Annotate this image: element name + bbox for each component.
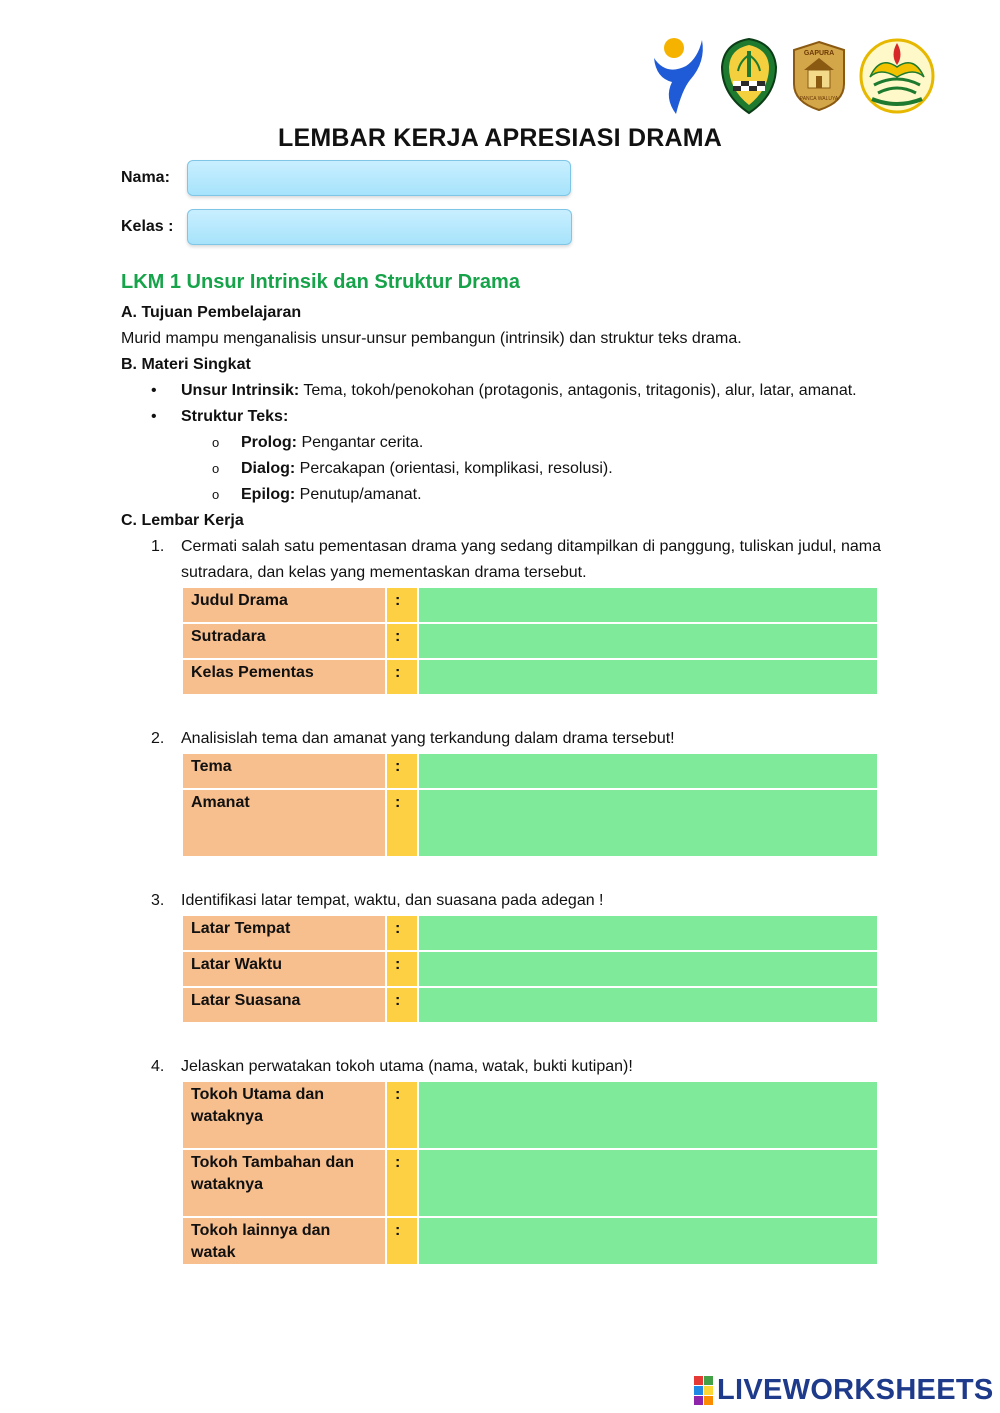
question-text: Analisislah tema dan amanat yang terkandung dalam drama tersebut! [181, 730, 675, 747]
answer-field-amanat[interactable] [418, 789, 878, 857]
question-1 [121, 534, 881, 586]
page-title: LEMBAR KERJA APRESIASI DRAMA [277, 124, 723, 152]
row-colon: : [386, 587, 418, 623]
question-number: 2. [151, 730, 165, 747]
row-label: Tema [182, 753, 386, 789]
answer-field-latar-waktu[interactable] [418, 951, 878, 987]
name-row [121, 160, 571, 196]
table-row [182, 587, 878, 623]
list-item [181, 404, 881, 508]
row-colon: : [386, 789, 418, 857]
section-b-heading: B. Materi Singkat [121, 356, 251, 373]
figure-logo-icon [646, 36, 708, 116]
liveworksheets-brand [694, 1374, 994, 1407]
row-colon: : [386, 1217, 418, 1265]
list-item [241, 456, 881, 482]
name-label: Nama: [121, 169, 170, 186]
intrinsik-label: Unsur Intrinsik: [181, 382, 300, 399]
class-input[interactable] [187, 209, 572, 245]
table-row [182, 1081, 878, 1149]
row-colon: : [386, 987, 418, 1023]
answer-field-tokoh-utama[interactable] [418, 1081, 878, 1149]
intrinsik-text: Tema, tokoh/penokohan (protagonis, antagonis, tritagonis), alur, latar, amanat. [299, 382, 857, 399]
answer-field-tema[interactable] [418, 753, 878, 789]
question-2 [121, 726, 881, 752]
row-label: Tokoh Tambahan dan wataknya [182, 1149, 386, 1217]
table-row [182, 659, 878, 695]
answer-field-latar-suasana[interactable] [418, 987, 878, 1023]
university-emblem-icon [858, 37, 936, 115]
answer-table-3 [181, 914, 879, 1024]
learning-goal: Murid mampu menganalisis unsur-unsur pembangun (intrinsik) dan struktur teks drama. [121, 330, 742, 347]
row-colon: : [386, 623, 418, 659]
answer-table-2 [181, 752, 879, 858]
epilog-text: Penutup/amanat. [295, 486, 422, 503]
table-row [182, 1149, 878, 1217]
answer-field-tokoh-lainnya[interactable] [418, 1217, 878, 1265]
question-number: 4. [151, 1058, 165, 1075]
question-text: Cermati salah satu pementasan drama yang sedang ditampilkan di panggung, tuliskan judul, nama sutradara, dan kelas yang mementaskan drama tersebut. [181, 538, 881, 581]
dialog-label: Dialog: [241, 460, 296, 477]
name-input[interactable] [187, 160, 571, 196]
list-item [241, 430, 881, 456]
row-colon: : [386, 1081, 418, 1149]
row-label: Tokoh lainnya dan watak [182, 1217, 386, 1265]
epilog-label: Epilog: [241, 486, 296, 503]
question-number: 3. [151, 892, 165, 909]
gapura-logo-subtext: PANCA WALUYA [799, 96, 839, 102]
row-colon: : [386, 951, 418, 987]
table-row [182, 951, 878, 987]
struktur-label: Struktur Teks: [181, 408, 289, 425]
section-c-heading: C. Lembar Kerja [121, 512, 244, 529]
answer-table-4 [181, 1080, 879, 1266]
question-3 [121, 888, 881, 914]
question-4 [121, 1054, 881, 1080]
row-label: Amanat [182, 789, 386, 857]
header-logos [646, 36, 936, 116]
material-list [121, 378, 881, 508]
dialog-text: Percakapan (orientasi, komplikasi, resolusi). [295, 460, 613, 477]
row-colon: : [386, 659, 418, 695]
table-row [182, 915, 878, 951]
row-colon: : [386, 753, 418, 789]
worksheet-content [121, 268, 881, 1266]
row-label: Latar Tempat [182, 915, 386, 951]
table-row [182, 789, 878, 857]
answer-field-latar-tempat[interactable] [418, 915, 878, 951]
table-row [182, 623, 878, 659]
row-label: Latar Waktu [182, 951, 386, 987]
row-label: Sutradara [182, 623, 386, 659]
row-colon: : [386, 1149, 418, 1217]
gapura-emblem-icon [790, 40, 848, 112]
struktur-sublist [181, 430, 881, 508]
row-label: Kelas Pementas [182, 659, 386, 695]
table-row [182, 753, 878, 789]
table-row [182, 987, 878, 1023]
jabar-emblem-icon [718, 37, 780, 115]
gapura-logo-text: GAPURA [803, 50, 835, 57]
question-number: 1. [151, 538, 165, 555]
list-item [181, 378, 881, 404]
brand-name: LIVEWORKSHEETS [717, 1374, 994, 1406]
lkm-heading: LKM 1 Unsur Intrinsik dan Struktur Drama [121, 271, 520, 293]
row-label: Latar Suasana [182, 987, 386, 1023]
question-text: Jelaskan perwatakan tokoh utama (nama, watak, bukti kutipan)! [181, 1058, 633, 1075]
prolog-label: Prolog: [241, 434, 297, 451]
question-text: Identifikasi latar tempat, waktu, dan suasana pada adegan ! [181, 892, 604, 909]
answer-field-kelas[interactable] [418, 659, 878, 695]
answer-table-1 [181, 586, 879, 696]
answer-field-sutradara[interactable] [418, 623, 878, 659]
class-label: Kelas : [121, 218, 174, 235]
row-label: Tokoh Utama dan wataknya [182, 1081, 386, 1149]
section-a-heading: A. Tujuan Pembelajaran [121, 304, 302, 321]
answer-field-tokoh-tambahan[interactable] [418, 1149, 878, 1217]
table-row [182, 1217, 878, 1265]
prolog-text: Pengantar cerita. [297, 434, 424, 451]
list-item [241, 482, 881, 508]
answer-field-judul[interactable] [418, 587, 878, 623]
row-label: Judul Drama [182, 587, 386, 623]
row-colon: : [386, 915, 418, 951]
class-row [121, 209, 572, 245]
liveworksheets-logo-icon [694, 1376, 713, 1405]
